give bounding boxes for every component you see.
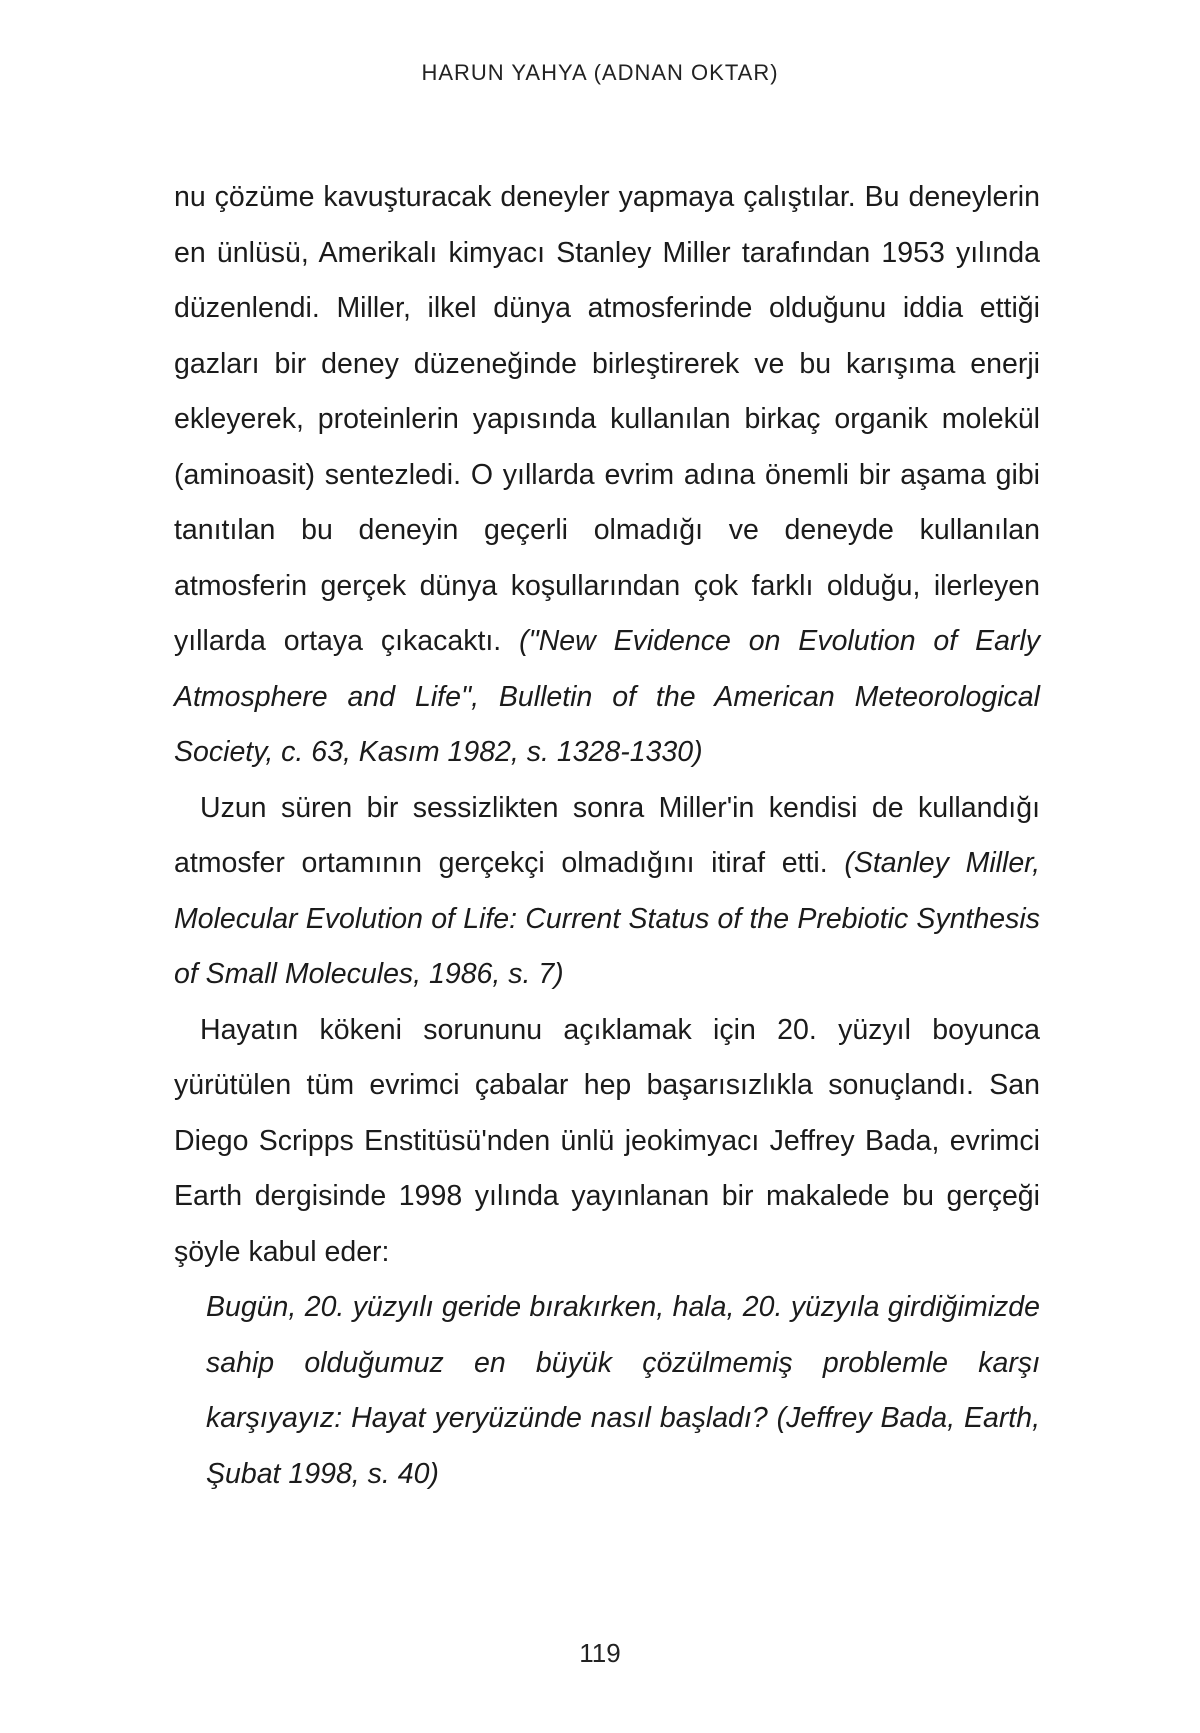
paragraph-text: nu çözüme kavuşturacak deneyler yapmaya çalıştılar. Bu deneylerin en ünlüsü, Amerikalı kimyacı Stanley Miller tarafından 1953 yılında düzenlendi. Miller, ilkel dünya atmosferinde olduğunu iddia ettiği gazları bir deney düzeneğinde birleştirerek ve bu karışıma enerji ekleyerek, proteinlerin yapısında kullanılan birkaç organik molekül (aminoasit) sentezledi. O yıllarda evrim adına önemli bir aşama gibi tanıtılan bu deneyin geçerli olmadığı ve deneyde kullanılan atmosferin gerçek dünya koşullarından çok farklı olduğu, ilerleyen yıllarda ortaya çıkacaktı. [174, 181, 1040, 657]
paragraph-origin-of-life: Hayatın kökeni sorununu açıklamak için 20. yüzyıl boyunca yürütülen tüm evrimci çabalar hep başarısızlıkla sonuçlandı. San Diego Scripps Enstitüsü'nden ünlü jeokimyacı Jeffrey Bada, evrimci Earth dergisinde 1998 yılında yayınlanan bir makalede bu gerçeği şöyle kabul eder: [174, 1013, 1040, 1268]
page-body [174, 170, 1040, 1502]
paragraph-miller-experiment [174, 170, 1040, 781]
paragraph-text: Uzun süren bir sessizlikten sonra Miller'in kendisi de kullandığı atmosfer ortamının gerçekçi olmadığını itiraf etti. [174, 791, 1040, 879]
block-quote-bada: Bugün, 20. yüzyılı geride bırakırken, hala, 20. yüzyıla girdiğimizde sahip olduğumuz en büyük çözülmemiş problemle karşı karşıyayız: Hayat yeryüzünde nasıl başladı? (Jeffrey Bada, Earth, Şubat 1998, s. 40) [206, 1291, 1040, 1490]
paragraph-miller-admission [174, 781, 1040, 1003]
citation-bams: ("New Evidence on Evolution of Early Atmosphere and Life", Bulletin of the American Meteorological Society, c. 63, Kasım 1982, s. 1328-1330) [174, 625, 1041, 768]
citation-miller: (Stanley Miller, Molecular Evolution of Life: Current Status of the Prebiotic Synthesis of Small Molecules, 1986, s. 7) [174, 847, 1040, 990]
running-header: HARUN YAHYA (ADNAN OKTAR) [421, 60, 779, 85]
page-number: 119 [579, 1638, 621, 1668]
